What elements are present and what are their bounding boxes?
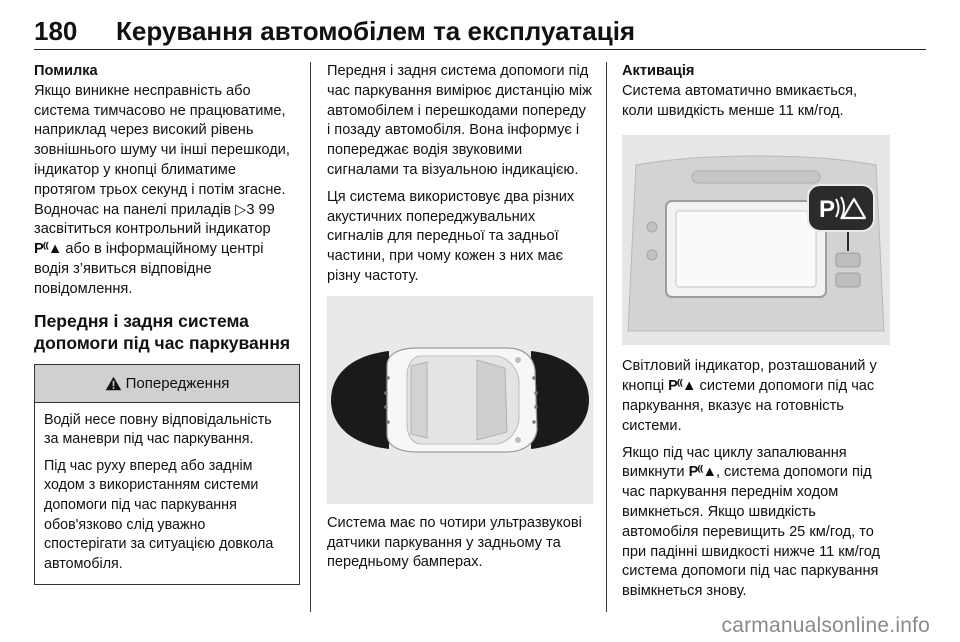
warning-header <box>35 365 299 403</box>
warning-title: Попередження <box>125 374 230 392</box>
activation-text: Система автоматично вмикається, коли швидкість менше 11 км/год. <box>622 82 858 119</box>
parking-assist-icon: P⁽⁽▲ <box>668 378 696 395</box>
error-text-2: засвітиться контрольний індикатор <box>34 221 271 238</box>
parking-assist-icon <box>808 185 874 231</box>
svg-text:P: P <box>819 196 836 224</box>
rear-sensor-zone <box>331 351 389 449</box>
error-text-3: або в інформаційному центрі водія з’явиться відповідне повідомлення. <box>34 241 264 297</box>
watermark: carmanualsonline.info <box>721 614 930 637</box>
column-3 <box>622 62 892 602</box>
column-1 <box>34 62 300 585</box>
column-2 <box>327 62 593 573</box>
chapter-title: Керування автомобілем та експлуатація <box>116 16 636 46</box>
parking-assist-icon: P⁽⁽▲ <box>34 241 62 258</box>
sensor-coverage-figure <box>327 296 593 504</box>
error-heading: Помилка <box>34 63 98 79</box>
car-top-view-illustration <box>327 296 593 504</box>
column-divider <box>310 62 311 612</box>
text-fragment: Світловий індикатор, розташований у кнопці <box>622 358 877 395</box>
paragraph: Система має по чотири ультразвукові датчики паркування у задньому та передньому бамперах. <box>327 514 582 571</box>
paragraph <box>622 357 892 436</box>
warning-triangle-icon <box>105 376 122 391</box>
error-text: Якщо виникне несправність або система тимчасово не працюватиме, наприклад через високий рівень зовнішнього шуму чи інші перешкоди, індикатор у кнопці блиматиме протягом трьох секунд і потім згасне. Водночас на панелі приладів <box>34 82 290 218</box>
paragraph <box>622 444 892 602</box>
activation-heading: Активація <box>622 63 695 79</box>
column-divider <box>606 62 607 612</box>
page-number: 180 <box>34 16 78 46</box>
warning-paragraph: Під час руху вперед або заднім ходом з використанням системи допомоги під час паркування обов'язково слід уважно спостерігати за ситуацією довкола автомобіля. <box>44 457 274 572</box>
paragraph: Передня і задня система допомоги під час паркування вимірює дистанцію між автомобілем і перешкодами попереду і позаду автомобіля. Вона інформує і попереджає водія звуковими сигналами та візуальною індикацією. <box>327 63 592 178</box>
paragraph: Ця система використовує два різних акустичних попереджувальних сигналів для передньої та задньої частини, при чому кожен з них має різну частоту. <box>327 188 575 284</box>
reference-arrow-icon: ▷ <box>235 201 247 218</box>
dashboard-illustration <box>622 135 890 345</box>
parking-assist-icon: P⁽⁽▲ <box>688 464 716 481</box>
section-heading: Передня і задня система допомоги під час паркування <box>34 310 291 353</box>
warning-box <box>34 364 300 586</box>
dashboard-button-figure <box>622 135 890 345</box>
page-reference: 3 99 <box>246 201 275 218</box>
car-outline <box>387 348 537 452</box>
front-sensor-zone <box>531 351 589 449</box>
text-fragment: системи допомоги під час паркування, вказує на готовність системи. <box>622 378 875 434</box>
warning-paragraph: Водій несе повну відповідальність за маневри під час паркування. <box>44 411 272 448</box>
text-fragment: , система допомоги під час паркування переднім ходом вимкнеться. Якщо швидкість автомобіля перевищить 25 км/год, то при падінні швидкості нижче 11 км/год система допомоги під час паркування ввімкнеться знову. <box>622 464 881 600</box>
activation-section <box>622 62 892 121</box>
page-header <box>34 16 926 50</box>
text-fragment: Якщо під час циклу запалювання вимкнути <box>622 444 847 481</box>
warning-body <box>35 403 299 585</box>
error-section <box>34 62 300 300</box>
